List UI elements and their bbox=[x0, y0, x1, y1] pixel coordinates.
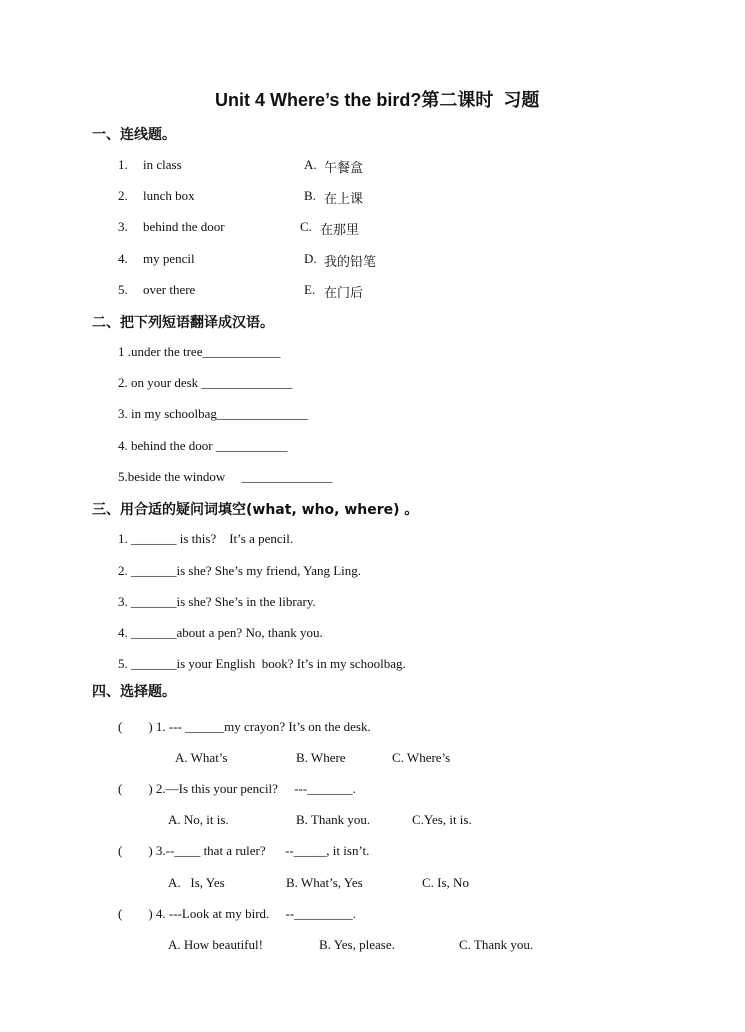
fill-blank-item-5: 5. _______is your English book? It’s in my schoolbag. bbox=[118, 656, 406, 671]
choice-2-option-c: C.Yes, it is. bbox=[412, 812, 472, 827]
translation-item-1: 1 .under the tree____________ bbox=[118, 344, 281, 359]
matching-right-text-e: 在门后 bbox=[324, 286, 364, 301]
fill-blank-item-3: 3. _______is she? She’s in the library. bbox=[118, 594, 316, 609]
choice-question-1: ( ) 1. --- ______my crayon? It’s on the desk. bbox=[118, 719, 371, 734]
matching-left-num-1: 1. bbox=[118, 157, 128, 172]
section-1-heading: 一、连线题。 bbox=[92, 127, 176, 143]
choice-4-option-b: B. Yes, please. bbox=[319, 937, 395, 952]
fill-blank-item-4: 4. _______about a pen? No, thank you. bbox=[118, 625, 323, 640]
choice-question-3: ( ) 3.--____ that a ruler? --_____, it isn’t. bbox=[118, 843, 370, 858]
choice-1-option-c: C. Where’s bbox=[392, 750, 451, 765]
matching-right-letter-c: C. bbox=[300, 219, 312, 234]
section-4-heading: 四、选择题。 bbox=[92, 684, 176, 700]
matching-right-letter-b: B. bbox=[304, 188, 316, 203]
page-title: Unit 4 Where’s the bird?第二课时 习题 bbox=[215, 90, 540, 110]
choice-2-option-a: A. No, it is. bbox=[168, 812, 229, 827]
matching-left-text-2: lunch box bbox=[143, 188, 195, 203]
matching-right-letter-d: D. bbox=[304, 251, 317, 266]
matching-right-text-c: 在那里 bbox=[320, 223, 360, 238]
choice-3-option-c: C. Is, No bbox=[422, 875, 469, 890]
translation-item-3: 3. in my schoolbag______________ bbox=[118, 406, 308, 421]
choice-question-4: ( ) 4. ---Look at my bird. --_________. bbox=[118, 906, 356, 921]
matching-left-num-4: 4. bbox=[118, 251, 128, 266]
choice-3-option-b: B. What’s, Yes bbox=[286, 875, 363, 890]
matching-left-text-5: over there bbox=[143, 282, 196, 297]
matching-right-text-b: 在上课 bbox=[324, 192, 364, 207]
choice-4-option-a: A. How beautiful! bbox=[168, 937, 263, 952]
matching-right-letter-e: E. bbox=[304, 282, 316, 297]
fill-blank-item-1: 1. _______ is this? It’s a pencil. bbox=[118, 531, 294, 546]
translation-item-2: 2. on your desk ______________ bbox=[118, 375, 293, 390]
matching-left-num-3: 3. bbox=[118, 219, 128, 234]
matching-right-letter-a: A. bbox=[304, 157, 317, 172]
choice-1-option-a: A. What’s bbox=[175, 750, 228, 765]
matching-right-text-a: 午餐盒 bbox=[324, 161, 364, 176]
matching-left-num-5: 5. bbox=[118, 282, 128, 297]
translation-item-5: 5.beside the window ______________ bbox=[118, 469, 333, 484]
choice-3-option-a: A. Is, Yes bbox=[168, 875, 225, 890]
matching-left-text-1: in class bbox=[143, 157, 182, 172]
matching-left-text-4: my pencil bbox=[143, 251, 195, 266]
matching-left-num-2: 2. bbox=[118, 188, 128, 203]
matching-left-text-3: behind the door bbox=[143, 219, 225, 234]
translation-item-4: 4. behind the door ___________ bbox=[118, 438, 288, 453]
choice-1-option-b: B. Where bbox=[296, 750, 346, 765]
choice-question-2: ( ) 2.—Is this your pencil? ---_______. bbox=[118, 781, 356, 796]
section-3-heading: 三、用合适的疑问词填空(what, who, where) 。 bbox=[92, 502, 419, 518]
choice-4-option-c: C. Thank you. bbox=[459, 937, 534, 952]
fill-blank-item-2: 2. _______is she? She’s my friend, Yang Ling. bbox=[118, 563, 362, 578]
section-2-heading: 二、把下列短语翻译成汉语。 bbox=[92, 315, 274, 331]
choice-2-option-b: B. Thank you. bbox=[296, 812, 371, 827]
matching-right-text-d: 我的铅笔 bbox=[324, 255, 377, 270]
